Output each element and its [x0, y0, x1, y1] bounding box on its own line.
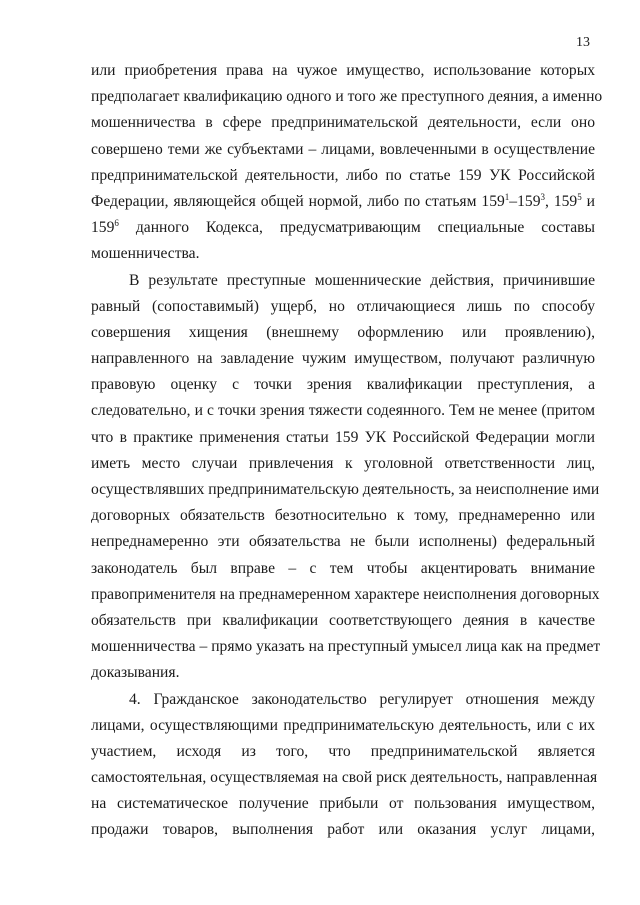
text-line: законодатель был вправе – с тем чтобы акцентировать внимание	[91, 559, 595, 577]
text-line: 4. Гражданское законодательство регулирует отношения между	[129, 690, 595, 708]
text-line: правоприменителя на преднамеренном характере неисполнения договорных	[91, 585, 600, 603]
text-line: совершено теми же субъектами – лицами, вовлеченными в осуществление	[91, 140, 595, 158]
text-line: непреднамеренно эти обязательства не были исполнены) федеральный	[91, 533, 595, 551]
text-line: самостоятельная, осуществляемая на свой риск деятельность, направленная	[91, 769, 598, 787]
text-run: Федерации, являющейся общей нормой, либо по статьям 159	[91, 192, 505, 210]
page-number: 13	[576, 35, 590, 50]
text-line	[91, 189, 595, 215]
text-line: или приобретения права на чужое имущество, использование которых	[91, 62, 595, 79]
text-line: мошенничества в сфере предпринимательской деятельности, если оно	[91, 114, 595, 132]
text-run: данного Кодекса, предусматривающим специальные составы	[118, 219, 595, 237]
text-line: правовую оценку с точки зрения квалификации преступления, а	[91, 376, 595, 394]
text-run: и	[581, 192, 595, 210]
text-line: доказывания.	[91, 664, 180, 682]
text-line: лицами, осуществляющими предпринимательскую деятельность, или с их	[91, 716, 595, 734]
text-line: осуществлявших предпринимательскую деятельность, за неисполнение ими	[91, 481, 600, 498]
text-run: –159	[509, 192, 541, 210]
text-line: на систематическое получение прибыли от пользования имуществом,	[91, 795, 595, 813]
superscript: 3	[540, 191, 545, 202]
text-line: совершения хищения (внешнему оформлению или проявлению),	[91, 323, 595, 341]
superscript: 1	[504, 191, 510, 202]
text-line: мошенничества.	[91, 245, 200, 263]
text-run: 159	[91, 219, 115, 237]
text-line: продажи товаров, выполнения работ или оказания услуг лицами,	[91, 821, 595, 839]
superscript: 5	[577, 191, 582, 202]
text-line: равный (сопоставимый) ущерб, но отличающиеся лишь по способу	[91, 297, 595, 315]
text-line: направленного на завладение чужим имуществом, получают различную	[91, 350, 595, 368]
body-text	[91, 58, 603, 844]
text-line: что в практике применения статьи 159 УК Российской Федерации могли	[91, 428, 595, 446]
text-line: В результате преступные мошеннические действия, причинившие	[129, 271, 595, 289]
text-line: мошенничества – прямо указать на преступный умысел лица как на предмет	[91, 638, 601, 656]
text-run: , 159	[544, 192, 578, 210]
text-line: предполагает квалификацию одного и того же преступного деяния, а именно	[91, 88, 603, 106]
text-line: обязательств при квалификации соответствующего деяния в качестве	[91, 611, 595, 629]
text-line: участием, исходя из того, что предпринимательской является	[91, 742, 595, 760]
text-line: предпринимательской деятельности, либо по статье 159 УК Российской	[91, 166, 595, 184]
text-line: иметь место случаи привлечения к уголовной ответственности лиц,	[91, 454, 595, 472]
text-line: следовательно, и с точки зрения тяжести содеянного. Тем не менее (притом	[91, 402, 595, 420]
superscript: 6	[114, 218, 119, 229]
text-line: договорных обязательств безотносительно к тому, преднамеренно или	[91, 507, 595, 525]
text-line	[91, 215, 595, 241]
